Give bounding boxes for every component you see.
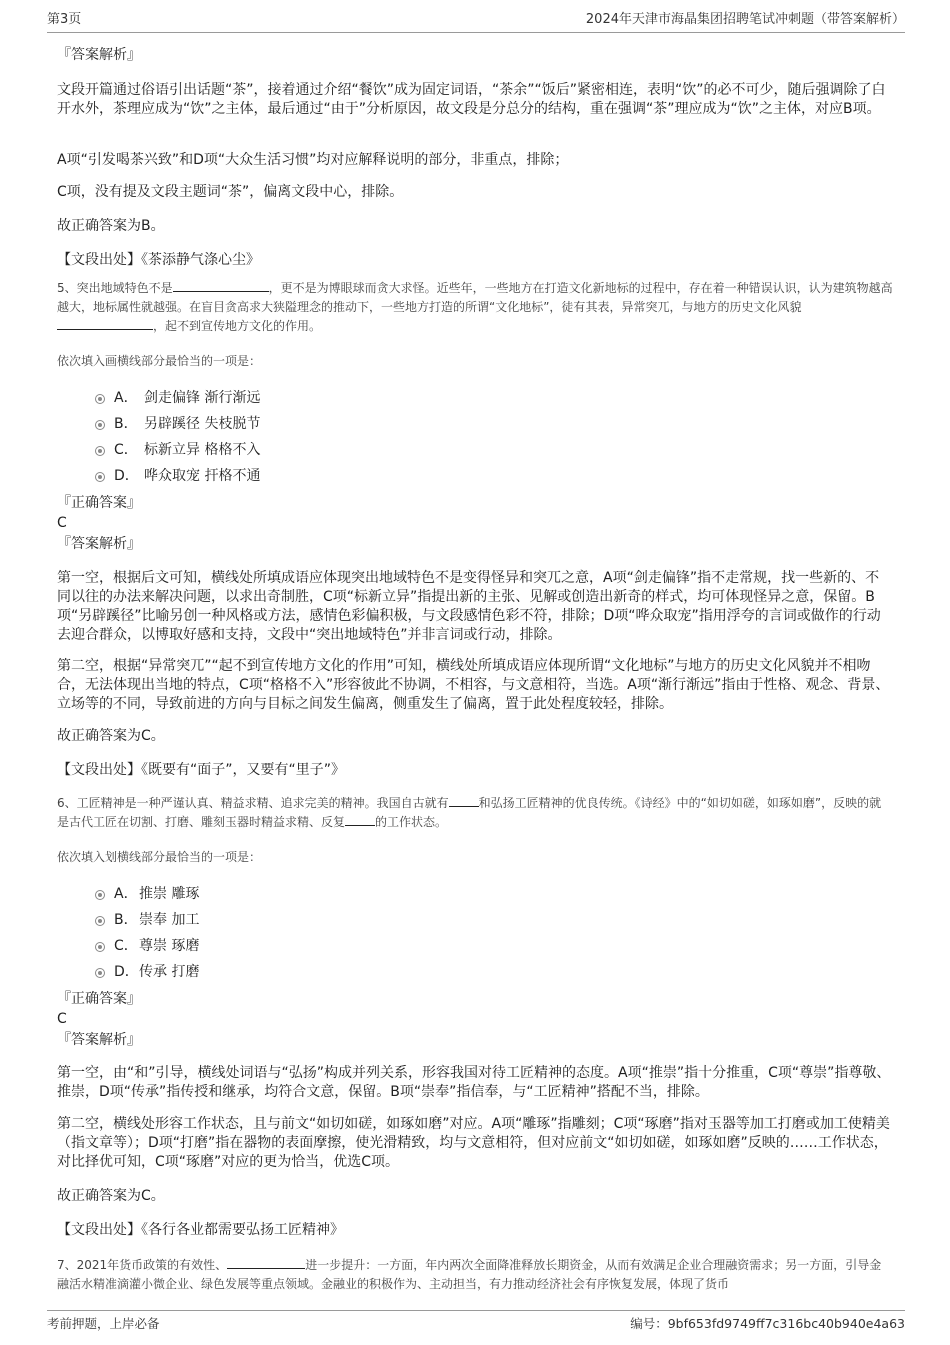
correct-answer-label: 『正确答案』 xyxy=(57,495,141,511)
passage-source: 【文段出处】《既要有“面子”，又要有“里子”》 xyxy=(57,762,346,778)
correct-answer-conclusion: 故正确答案为C。 xyxy=(57,1188,165,1204)
question-stem xyxy=(57,279,893,336)
analysis-paragraph: 第一空，根据后文可知，横线处所填成语应体现突出地域特色不是变得怪异和突兀之意，A项“剑走偏锋”指不走常规，找一些新的、不同以往的办法来解决问题，以求出奇制胜，C项“标新立异”指提出新的主张、见解或创造出新奇的样式，均可体现怪异之意，保留。B项“另辟蹊径”比喻另创一种风格或方法，感情色彩偏积极，与文段感情色彩不符，排除；D项“哗众取宠”指用浮夸的言词或做作的行动去迎合群众，以博取好感和支持，文段中“突出地域特色”并非言词或行动，排除。 xyxy=(57,570,881,643)
fill-blank xyxy=(57,317,153,330)
question-text: 6、工匠精神是一种严谨认真、精益求精、追求完美的精神。我国自古就有 xyxy=(57,796,449,810)
document-serial: 编号：9bf653fd9749ff7c316bc40b940e4a63 xyxy=(630,1316,905,1331)
question-stem xyxy=(57,794,893,832)
answer-analysis-label: 『答案解析』 xyxy=(57,47,141,63)
correct-answer-value: C xyxy=(57,515,67,531)
document-title: 2024年天津市海晶集团招聘笔试冲刺题（带答案解析） xyxy=(585,12,905,27)
question-text: ，起不到宣传地方文化的作用。 xyxy=(153,319,322,333)
correct-answer-value: C xyxy=(57,1011,67,1027)
question-text: ，更不是为博眼球而贪大求怪。近些年，一些地方在打造文化新地标的过程中，存在着一种错误认识，认为建筑物越高越大，地标属性就越强。在盲目贪高求大狭隘理念的推动下，一些地方打造的所谓“文化地标”，徒有其表，异常突兀，与地方的历史文化风貌 xyxy=(57,281,893,314)
question-text: 5、突出地域特色不是 xyxy=(57,281,173,295)
fill-blank xyxy=(173,279,269,292)
analysis-paragraph: 第二空，横线处形容工作状态，且与前文“如切如磋，如琢如磨”对应。A项“雕琢”指雕刻；C项“琢磨”指对玉器等加工打磨或加工使精美（指文章等）；D项“打磨”指在器物的表面摩擦，使光滑精致，均与文意相符，但对应前文“如切如磋，如琢如磨”反映的……工作状态，对比择优可知，C项“琢磨”对应的更为恰当，优选C项。 xyxy=(57,1116,890,1170)
question-prompt: 依次填入画横线部分最恰当的一项是： xyxy=(57,354,262,368)
radio-icon[interactable] xyxy=(95,916,105,926)
correct-answer-conclusion: 故正确答案为B。 xyxy=(57,218,165,234)
analysis-paragraph: C项，没有提及文段主题词“茶”，偏离文段中心，排除。 xyxy=(57,184,404,200)
radio-icon[interactable] xyxy=(95,890,105,900)
correct-answer-conclusion: 故正确答案为C。 xyxy=(57,728,165,744)
fill-blank xyxy=(345,813,375,826)
passage-source: 【文段出处】《各行各业都需要弘扬工匠精神》 xyxy=(57,1222,344,1238)
radio-icon[interactable] xyxy=(95,942,105,952)
question-prompt: 依次填入划横线部分最恰当的一项是： xyxy=(57,850,262,864)
question-text: 和弘扬工匠精神的优良传统。《诗经》中的“如切如磋，如琢如磨”，反映的就是古代工匠在切割、打磨、雕刻玉器时精益求精、反复 xyxy=(57,796,882,829)
fill-blank xyxy=(449,794,479,807)
analysis-paragraph: A项“引发喝茶兴致”和D项“大众生活习惯”均对应解释说明的部分，非重点，排除； xyxy=(57,152,569,168)
correct-answer-label: 『正确答案』 xyxy=(57,991,141,1007)
answer-analysis-label: 『答案解析』 xyxy=(57,536,141,552)
page-footer xyxy=(47,1310,905,1333)
fill-blank xyxy=(227,1256,305,1269)
analysis-paragraph: 第二空，根据“异常突兀”“起不到宣传地方文化的作用”可知，横线处所填成语应体现所谓“文化地标”与地方的历史文化风貌并不相吻合，无法体现出当地的特点，C项“格格不入”形容彼此不协调，不相容，与文意相符，当选。A项“渐行渐远”指由于性格、观念、背景、立场等的不同，导致前进的方向与目标之间发生偏离，侧重发生了偏离，置于此处程度较轻，排除。 xyxy=(57,658,890,712)
radio-icon[interactable] xyxy=(95,968,105,978)
question-text: 进一步提升：一方面，年内两次全面降准释放长期资金，从而有效满足企业合理融资需求；另一方面，引导金融活水精准滴灌小微企业、绿色发展等重点领域。金融业的积极作为、主动担当，有力推动经济社会有序恢复发展，体现了货币 xyxy=(57,1258,882,1291)
analysis-paragraph: 第一空，由“和”引导，横线处词语与“弘扬”构成并列关系，形容我国对待工匠精神的态度。A项“推崇”指十分推重，C项“尊崇”指尊敬、推崇，D项“传承”指传授和继承，均符合文意，保留。B项“崇奉”指信奉，与“工匠精神”搭配不当，排除。 xyxy=(57,1065,891,1100)
page-header xyxy=(47,8,905,33)
answer-analysis-label: 『答案解析』 xyxy=(57,1032,141,1048)
radio-icon[interactable] xyxy=(95,446,105,456)
footer-slogan: 考前押题，上岸必备 xyxy=(47,1316,160,1331)
analysis-paragraph: 文段开篇通过俗语引出话题“茶”，接着通过介绍“餐饮”成为固定词语，“茶余”“饭后”紧密相连，表明“饮”的必不可少，随后强调除了白开水外，茶理应成为“饮”之主体，最后通过“由于”分析原因，故文段是分总分的结构，重在强调“茶”理应成为“饮”之主体，对应B项。 xyxy=(57,82,886,117)
question-stem xyxy=(57,1256,893,1294)
page-number: 第3页 xyxy=(47,12,82,27)
question-text: 的工作状态。 xyxy=(375,815,448,829)
question-text: 7、2021年货币政策的有效性、 xyxy=(57,1258,228,1272)
radio-icon[interactable] xyxy=(95,472,105,482)
passage-source: 【文段出处】《茶添静气涤心尘》 xyxy=(57,252,260,268)
radio-icon[interactable] xyxy=(95,394,105,404)
radio-icon[interactable] xyxy=(95,420,105,430)
